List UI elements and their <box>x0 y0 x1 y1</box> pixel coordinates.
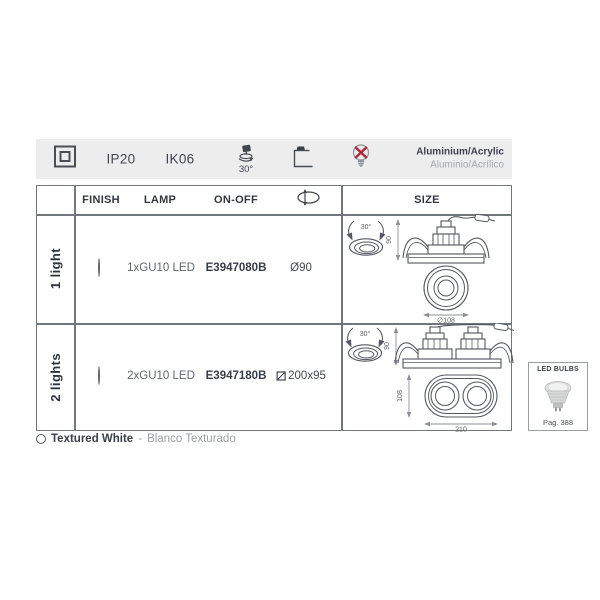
row-label-text: 2 lights <box>48 353 63 402</box>
size-drawing-1-light <box>341 214 517 323</box>
size-drawing-2-lights <box>341 323 517 432</box>
svg-text:30°: 30° <box>359 331 371 338</box>
ip-rating: IP20 <box>106 151 136 167</box>
led-bulbs-page-ref: Pag. 388 <box>542 418 574 427</box>
legend-dash: - <box>138 433 143 445</box>
ik-rating: IK06 <box>165 151 195 167</box>
textured-white-swatch <box>98 366 100 385</box>
recessed-mount-icon <box>290 144 317 175</box>
code-row2: E3947180B <box>205 370 267 382</box>
spec-bar <box>36 139 512 179</box>
code-row1: E3947080B <box>205 262 267 274</box>
product-table <box>36 185 512 431</box>
finish-swatch-row2[interactable] <box>98 367 100 385</box>
col-header-size: SIZE <box>414 194 440 206</box>
material-es: Aluminio/Acrílico <box>430 159 504 170</box>
svg-text:30°: 30° <box>360 224 372 231</box>
tilt-angle-spec: 30° <box>235 144 257 175</box>
cutout-row2 <box>276 370 326 382</box>
textured-white-swatch <box>98 258 100 277</box>
class-ii-icon <box>53 145 77 174</box>
material-spec <box>416 147 504 172</box>
lamp-row1: 1xGU10 LED <box>127 262 195 274</box>
led-bulbs-title: LED BULBS <box>537 366 579 373</box>
finish-swatch-row1[interactable] <box>98 259 100 277</box>
rect-cutout-icon <box>276 371 286 381</box>
svg-text:108: 108 <box>397 390 404 402</box>
row-group-2-lights <box>37 323 74 432</box>
col-header-on-off: ON-OFF <box>214 194 258 206</box>
hole-cutout-icon <box>294 188 322 212</box>
col-header-finish: FINISH <box>82 194 120 206</box>
col-header-lamp: LAMP <box>143 194 177 206</box>
svg-text:∅108: ∅108 <box>437 317 455 323</box>
row-group-1-light <box>37 214 74 323</box>
svg-text:90: 90 <box>384 342 391 350</box>
row-label-text: 1 light <box>48 247 63 290</box>
finish-name-en: Textured White <box>51 433 134 445</box>
finish-legend <box>36 433 236 445</box>
lamp-row2: 2xGU10 LED <box>127 370 195 382</box>
led-bulbs-reference[interactable] <box>528 362 588 431</box>
label-column-divider <box>74 186 76 430</box>
material-en: Aluminium/Acrylic <box>416 146 504 158</box>
bulb-not-included-icon <box>351 144 372 175</box>
finish-name-es: Blanco Texturado <box>147 433 236 445</box>
svg-text:210: 210 <box>455 426 467 432</box>
gu10-bulb-image <box>541 379 575 413</box>
cutout-value: 200x95 <box>288 370 326 382</box>
cutout-row1: Ø90 <box>290 262 312 274</box>
finish-legend-swatch <box>36 434 46 444</box>
svg-text:90: 90 <box>386 236 393 244</box>
tilt-icon <box>235 144 257 164</box>
